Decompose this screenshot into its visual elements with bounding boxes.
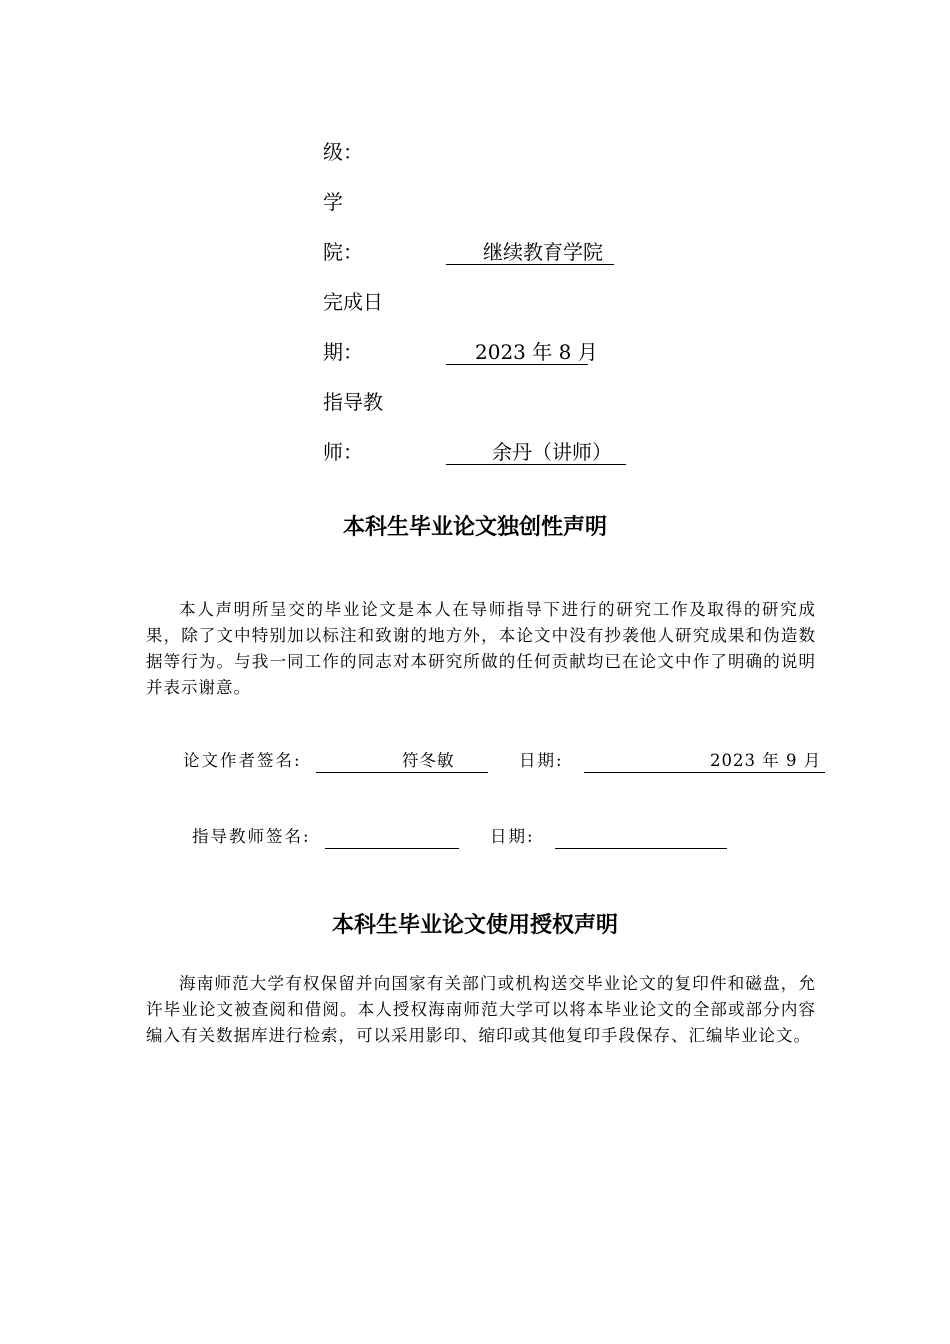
completion-date-value: 2023 年 8 月: [475, 340, 598, 364]
authorization-body: 海南师范大学有权保留并向国家有关部门或机构送交毕业论文的复印件和磁盘，允许毕业论文被查阅和借阅。本人授权海南师范大学可以将本毕业论文的全部或部分内容编入有关数据库进行检索，可以采用影印、缩印或其他复印手段保存、汇编毕业论文。: [146, 974, 816, 1045]
advisor-value: 余丹（讲师）: [492, 440, 612, 464]
authorization-title: 本科生毕业论文使用授权声明: [331, 913, 618, 938]
advisor-label-line1: 指导教: [323, 390, 383, 414]
college-value-field: [446, 240, 614, 265]
advisor-signature-label: 指导教师签名:: [192, 827, 311, 846]
college-value: 继续教育学院: [483, 240, 603, 264]
advisor-date-line: [555, 826, 727, 849]
author-signature-value: 符冬敏: [402, 751, 455, 770]
author-date-value: 2023 年 9 月: [710, 751, 822, 770]
date-label-line2: 期：: [323, 340, 363, 364]
advisor-label-line2: 师：: [323, 440, 363, 464]
college-label-line2: 院：: [323, 240, 363, 264]
originality-body: 本人声明所呈交的毕业论文是本人在导师指导下进行的研究工作及取得的研究成果，除了文中特别加以标注和致谢的地方外，本论文中没有抄袭他人研究成果和伪造数据等行为。与我一同工作的同志对本研究所做的任何贡献均已在论文中作了明确的说明并表示谢意。: [146, 600, 816, 697]
author-signature-label: 论文作者签名:: [183, 751, 302, 770]
date-label-line1: 完成日: [323, 290, 383, 314]
date-value-field: [446, 340, 598, 365]
advisor-date-label: 日期:: [490, 827, 535, 846]
advisor-value-field: [446, 440, 626, 465]
advisor-signature-line: [325, 826, 459, 849]
originality-title: 本科生毕业论文独创性声明: [342, 515, 607, 540]
author-date-label: 日期:: [519, 751, 564, 770]
class-label: 级：: [323, 140, 363, 164]
college-label-line1: 学: [323, 190, 343, 214]
